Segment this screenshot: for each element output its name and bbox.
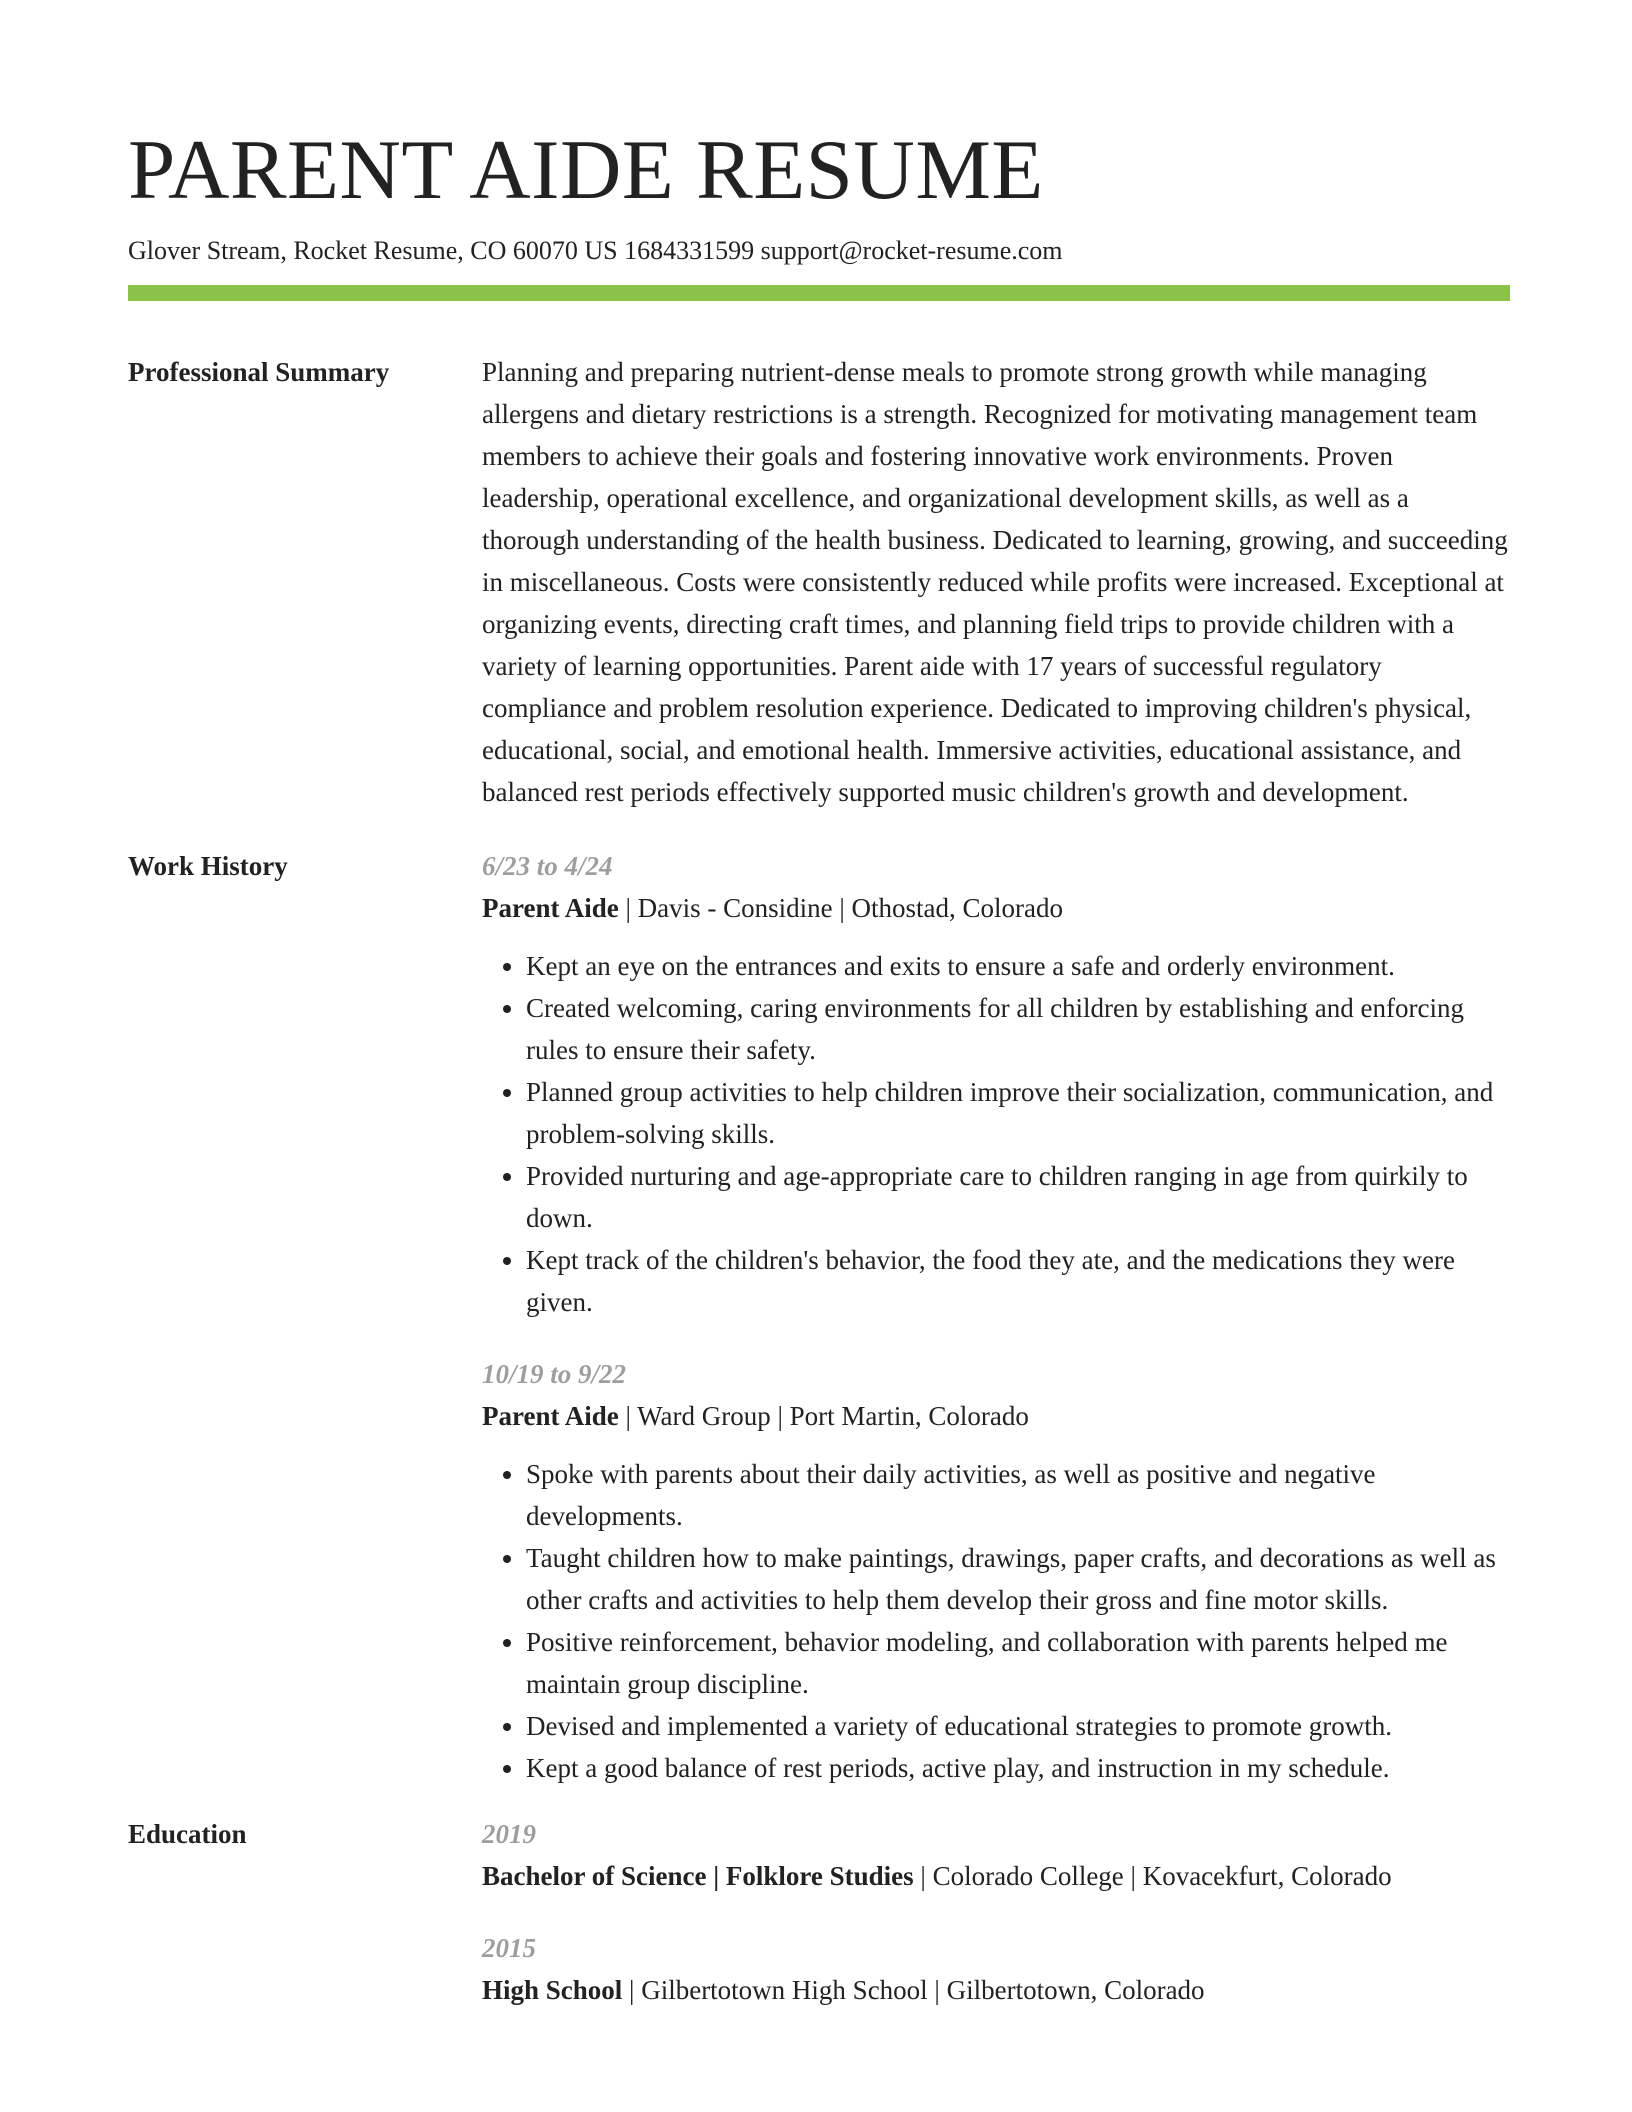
work-history-section: [128, 845, 1510, 1789]
summary-body: [482, 351, 1510, 813]
job-entry: [482, 845, 1510, 1323]
education-entry: [482, 1927, 1510, 2011]
job-role-line: [482, 887, 1510, 929]
summary-text: Planning and preparing nutrient-dense meals to promote strong growth while managing allergens and dietary restrictions is a strength. Recognized for motivating management team members to achieve their goals and fostering innovative work environments. Proven leadership, operational excellence, and organizational development skills, as well as a thorough understanding of the health business. Dedicated to learning, growing, and succeeding in miscellaneous. Costs were consistently reduced while profits were increased. Exceptional at organizing events, directing craft times, and planning field trips to provide children with a variety of learning opportunities. Parent aide with 17 years of successful regulatory compliance and problem resolution experience. Dedicated to improving children's physical, educational, social, and emotional health. Immersive activities, educational assistance, and balanced rest periods effectively supported music children's growth and development.: [482, 357, 1508, 807]
job-bullet: • Planned group activities to help children improve their socialization, communication, and problem-solving skills.: [526, 1071, 1510, 1155]
job-entry: [482, 1353, 1510, 1789]
job-bullet: • Devised and implemented a variety of educational strategies to promote growth.: [526, 1705, 1510, 1747]
section-label-work: Work History: [128, 851, 288, 881]
job-bullet: • Kept track of the children's behavior, the food they ate, and the medications they were given.: [526, 1239, 1510, 1323]
education-year: 2019: [482, 1819, 536, 1849]
resume-title: PARENT AIDE RESUME: [128, 123, 1044, 217]
education-line: [482, 1969, 1510, 2011]
job-bullets: [482, 1453, 1510, 1789]
job-title: Parent Aide: [482, 1401, 619, 1431]
education-degree: Bachelor of Science | Folklore Studies: [482, 1861, 914, 1891]
job-bullet: • Taught children how to make paintings, drawings, paper crafts, and decorations as well as other crafts and activities to help them develop their gross and fine motor skills.: [526, 1537, 1510, 1621]
resume-page: [128, 118, 1510, 2011]
education-body: [482, 1813, 1510, 2011]
education-year: 2015: [482, 1933, 536, 1963]
job-title: Parent Aide: [482, 893, 619, 923]
section-label-summary: Professional Summary: [128, 357, 390, 387]
job-role-line: [482, 1395, 1510, 1437]
job-bullet: • Positive reinforcement, behavior modeling, and collaboration with parents helped me maintain group discipline.: [526, 1621, 1510, 1705]
professional-summary-section: [128, 351, 1510, 813]
job-details: | Ward Group | Port Martin, Colorado: [618, 1401, 1029, 1431]
education-details: | Gilbertotown High School | Gilbertotown, Colorado: [622, 1975, 1205, 2005]
education-line: [482, 1855, 1510, 1897]
job-bullet: • Kept a good balance of rest periods, active play, and instruction in my schedule.: [526, 1747, 1510, 1789]
education-degree: High School: [482, 1975, 623, 2005]
job-dates: 10/19 to 9/22: [482, 1359, 627, 1389]
section-label-education: Education: [128, 1819, 247, 1849]
education-entry: [482, 1813, 1510, 1897]
contact-line: Glover Stream, Rocket Resume, CO 60070 US 1684331599 support@rocket-resume.com: [128, 236, 1063, 265]
job-bullet: • Kept an eye on the entrances and exits to ensure a safe and orderly environment.: [526, 945, 1510, 987]
education-section: [128, 1813, 1510, 2011]
job-details: | Davis - Considine | Othostad, Colorado: [618, 893, 1064, 923]
job-bullet: • Created welcoming, caring environments for all children by establishing and enforcing rules to ensure their safety.: [526, 987, 1510, 1071]
education-details: | Colorado College | Kovacekfurt, Colorado: [913, 1861, 1392, 1891]
job-bullet: • Provided nurturing and age-appropriate care to children ranging in age from quirkily to down.: [526, 1155, 1510, 1239]
accent-divider: [128, 285, 1510, 301]
work-body: [482, 845, 1510, 1789]
job-bullets: [482, 945, 1510, 1323]
job-dates: 6/23 to 4/24: [482, 851, 613, 881]
job-bullet: • Spoke with parents about their daily activities, as well as positive and negative developments.: [526, 1453, 1510, 1537]
